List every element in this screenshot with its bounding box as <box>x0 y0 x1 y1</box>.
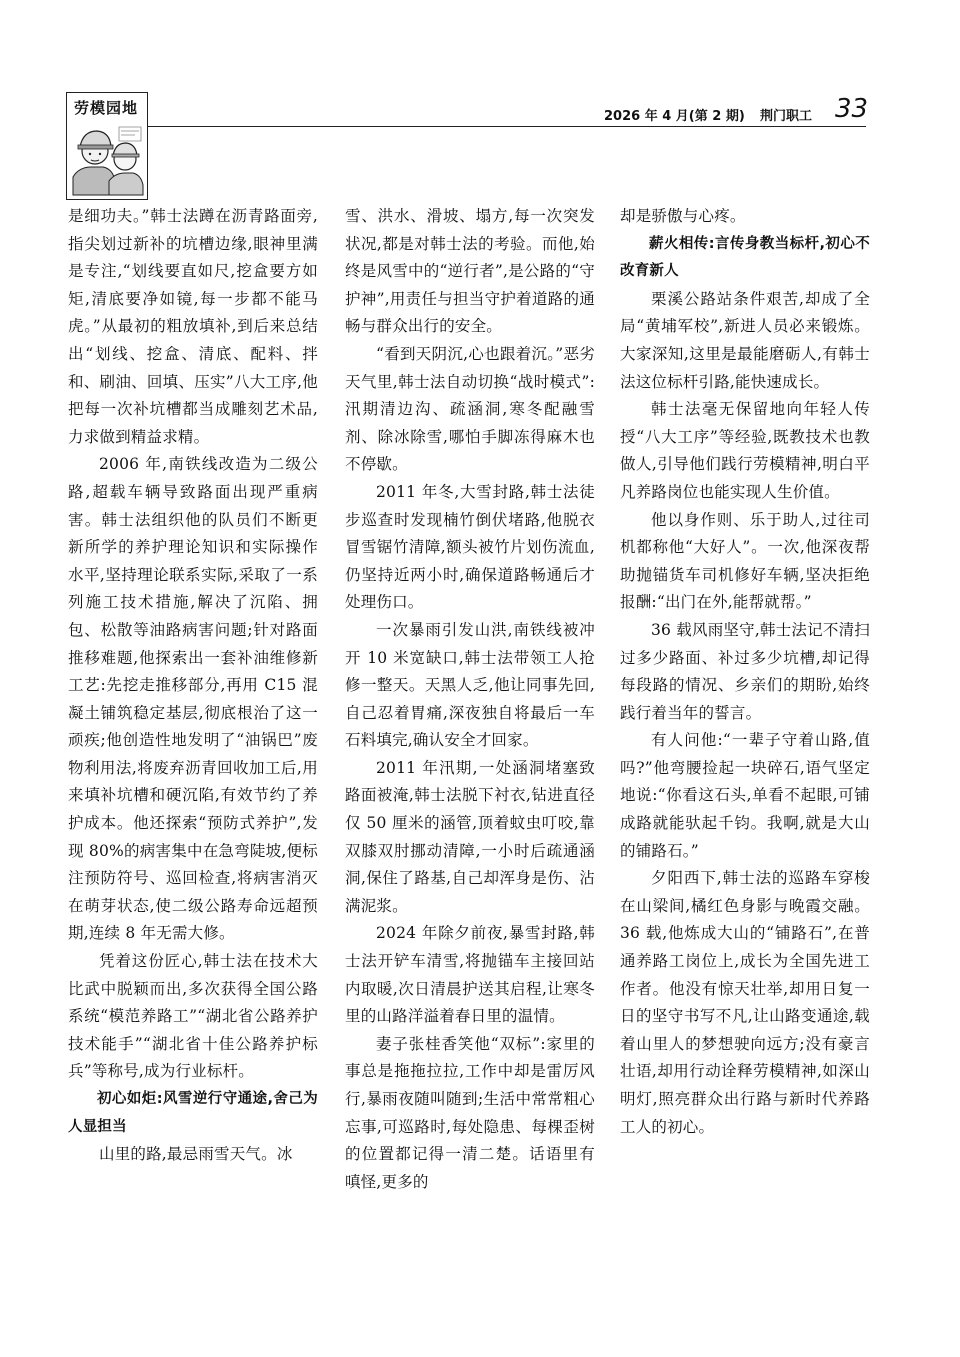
body-paragraph: 2024 年除夕前夜,暴雪封路,韩士法开铲车清雪,将抛锚车主接回站内取暖,次日清晨护送其启程,让寒冬里的山路洋溢着春日里的温情。 <box>345 924 595 1026</box>
page-header <box>66 92 869 202</box>
text-column-3 <box>620 203 870 1141</box>
body-paragraph: 栗溪公路站条件艰苦,却成了全局“黄埔军校”,新进人员必来锻炼。大家深知,这里是最能磨砺人,有韩士法这位标杆引路,能快速成长。 <box>620 289 870 391</box>
body-paragraph: 一次暴雨引发山洪,南铁线被冲开 10 米宽缺口,韩士法带领工人抢修一整天。天黑人乏,他让同事先回,自己忍着胃痛,深夜独自将最后一车石料填完,确认安全才回家。 <box>345 620 595 750</box>
journal-name: 荆门职工 <box>760 109 813 124</box>
body-paragraph: 是细功夫。”韩士法蹲在沥青路面旁,指尖划过新补的坑槽边缘,眼神里满是专注,“划线要直如尺,挖盒要方如矩,清底要净如镜,每一步都不能马虎。”从最初的粗放填补,到后来总结出“划线、挖盒、清底、配料、拌和、刷油、回填、压实”八大工序,他把每一次补坑槽都当成雕刻艺术品,力求做到精益求精。 <box>68 207 318 446</box>
body-paragraph: 2006 年,南铁线改造为二级公路,超载车辆导致路面出现严重病害。韩士法组织他的队员们不断更新所学的养护理论知识和实际操作水平,坚持理论联系实际,采取了一系列施工技术措施,解决了沉陷、拥包、松散等油路病害问题;针对路面推移难题,他探索出一套补油维修新工艺:先挖走推移部分,再用 C15 混凝土铺筑稳定基层,彻底根治了这一顽疾;他创造性地发明了“油锅巴”废物利用法,将废弃沥青回收加工后,用来填补坑槽和硬沉陷,有效节约了养护成本。他还探索“预防式养护”,发现 80%的病害集中在急弯陡坡,便标注预防符号、巡回检查,将病害消灭在萌芽状态,使二级公路寿命远超预期,连续 8 年无需大修。 <box>68 455 318 943</box>
body-paragraph: 雪、洪水、滑坡、塌方,每一次突发状况,都是对韩士法的考验。而他,始终是风雪中的“逆行者”,是公路的“守护神”,用责任与担当守护着道路的通畅与群众出行的安全。 <box>345 207 595 336</box>
body-paragraph: 妻子张桂香笑他“双标”:家里的事总是拖拖拉拉,工作中却是雷厉风行,暴雨夜随叫随到;生活中常常粗心忘事,可巡路时,每处隐患、每棵歪树的位置都记得一清二楚。话语里有嗔怪,更多的 <box>345 1034 595 1191</box>
header-rule <box>148 126 866 127</box>
body-paragraph: 他以身作则、乐于助人,过往司机都称他“大好人”。一次,他深夜帮助抛锚货车司机修好车辆,坚决拒绝报酬:“出门在外,能帮就帮。” <box>620 510 870 612</box>
body-paragraph: 凭着这份匠心,韩士法在技术大比武中脱颖而出,多次获得全国公路系统“模范养路工”“湖北省公路养护技术能手”“湖北省十佳公路养护标兵”等称号,成为行业标杆。 <box>68 952 318 1081</box>
body-paragraph: “看到天阴沉,心也跟着沉。”恶劣天气里,韩士法自动切换“战时模式”:汛期清边沟、疏涵洞,寒冬配融雪剂、除冰除雪,哪怕手脚冻得麻木也不停歇。 <box>345 344 595 474</box>
workers-illustration-icon <box>69 121 145 197</box>
text-column-2 <box>345 203 595 1196</box>
body-paragraph: 夕阳西下,韩士法的巡路车穿梭在山梁间,橘红色身影与晚霞交融。36 载,他炼成大山的“铺路石”,在普通养路工岗位上,成长为全国先进工作者。他没有惊天壮举,却用日复一日的坚守书写不凡,让山路变通途,载着山里人的梦想驶向远方;没有豪言壮语,却用行动诠释劳模精神,如深山明灯,照亮群众出行路与新时代养路工人的初心。 <box>620 869 870 1136</box>
section-heading: 薪火相传:言传身教当标杆,初心不改育新人 <box>620 235 870 280</box>
section-label: 劳模园地 <box>73 99 138 117</box>
text-column-1 <box>68 203 318 1169</box>
section-heading: 初心如炬:风雪逆行守通途,舍己为人显担当 <box>68 1091 318 1135</box>
body-paragraph: 2011 年汛期,一处涵洞堵塞致路面被淹,韩士法脱下衬衣,钻进直径仅 50 厘米的涵管,顶着蚊虫叮咬,靠双膝双肘挪动清障,一小时后疏通涵洞,保住了路基,自己却浑身是伤、沾满泥浆。 <box>345 758 595 915</box>
body-paragraph: 有人问他:“一辈子守着山路,值吗?”他弯腰捡起一块碎石,语气坚定地说:“你看这石头,单看不起眼,可铺成路就能驮起千钧。我啊,就是大山的铺路石。” <box>620 731 870 860</box>
body-paragraph: 36 载风雨坚守,韩士法记不清扫过多少路面、补过多少坑槽,却记得每段路的情况、乡亲们的期盼,始终践行着当年的誓言。 <box>620 620 870 722</box>
body-paragraph: 山里的路,最忌雨雪天气。冰 <box>99 1145 293 1164</box>
body-paragraph: 却是骄傲与心疼。 <box>620 207 746 225</box>
section-logo <box>66 92 148 200</box>
body-paragraph: 2011 年冬,大雪封路,韩士法徒步巡查时发现楠竹倒伏堵路,他脱衣冒雪锯竹清障,额头被竹片划伤流血,仍坚持近两小时,确保道路畅通后才处理伤口。 <box>345 482 595 612</box>
page-number: 33 <box>835 94 869 124</box>
issue-date: 2026 年 4 月(第 2 期) <box>604 109 745 124</box>
body-paragraph: 韩士法毫无保留地向年轻人传授“八大工序”等经验,既教技术也教做人,引导他们践行劳模精神,明白平凡养路岗位也能实现人生价值。 <box>620 400 870 501</box>
